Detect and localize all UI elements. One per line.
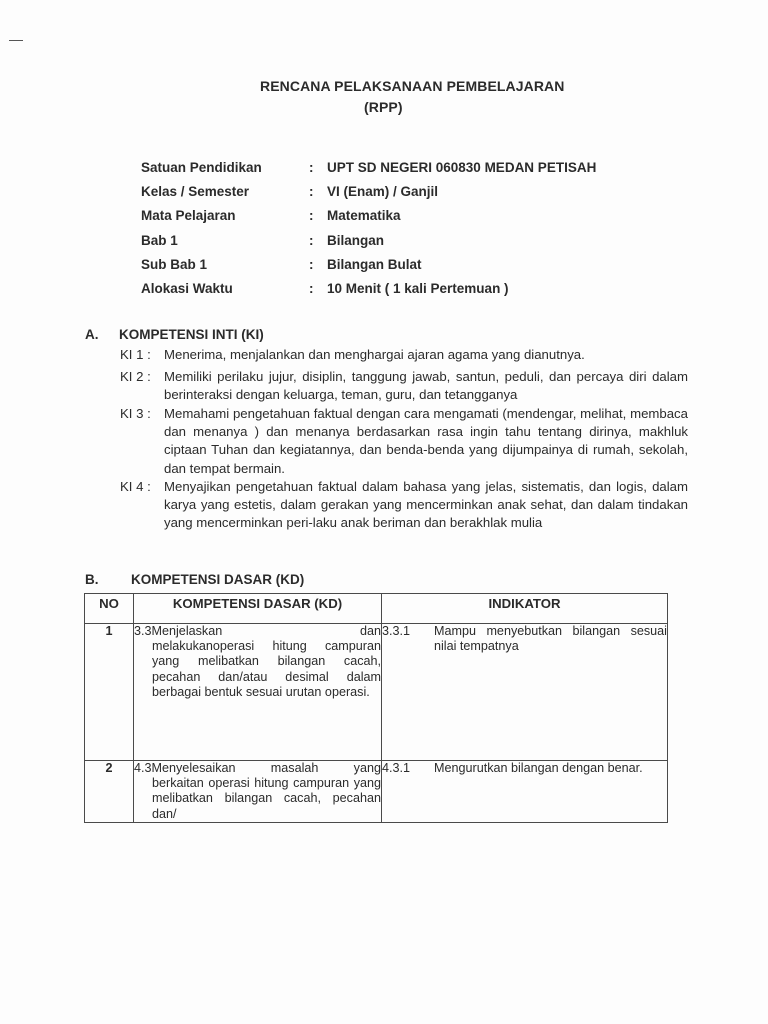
document-subtitle: (RPP) — [364, 99, 403, 115]
kd-first-text: Menjelaskan dan — [151, 624, 381, 638]
kd-number: 4.3 — [134, 761, 152, 775]
info-colon: : — [309, 184, 314, 200]
ki-text: Memiliki perilaku jujur, disiplin, tanggung jawab, santun, peduli, dan percaya diri dalam berinteraksi dengan keluarga, teman, guru, dan tetangganya — [164, 369, 688, 403]
table-row — [85, 624, 668, 761]
ki-item — [120, 405, 688, 478]
header-indikator: INDIKATOR — [382, 594, 668, 624]
indikator-number: 3.3.1 — [382, 624, 411, 638]
ki-item — [120, 368, 688, 404]
ki-label: KI 4 : — [120, 479, 151, 494]
kd-first-line — [134, 761, 381, 776]
ki-text: Menerima, menjalankan dan menghargai ajaran agama yang dianutnya. — [164, 347, 585, 362]
section-b-title: KOMPETENSI DASAR (KD) — [131, 572, 305, 587]
scan-artifact-mark — [9, 40, 23, 41]
ki-label: KI 2 : — [120, 369, 151, 384]
indikator-number: 4.3.1 — [382, 761, 411, 775]
info-value: 10 Menit ( 1 kali Pertemuan ) — [327, 280, 509, 296]
info-label: Alokasi Waktu — [141, 280, 233, 296]
info-label: Bab 1 — [141, 232, 178, 248]
kd-rest-text: melakukanoperasi hitung campuran yang melibatkan bilangan cacah, pecahan dan/atau desimal dalam berbagai bentuk sesuai urutan operasi. — [152, 639, 381, 699]
info-value: UPT SD NEGERI 060830 MEDAN PETISAH — [327, 160, 597, 175]
indikator-cell — [382, 624, 668, 761]
info-label: Mata Pelajaran — [141, 208, 236, 224]
info-colon: : — [309, 280, 314, 296]
info-value: Bilangan Bulat — [327, 256, 422, 272]
table-row — [85, 761, 668, 823]
document-title: RENCANA PELAKSANAAN PEMBELAJARAN — [260, 78, 565, 94]
section-a-letter: A. — [85, 327, 99, 342]
info-colon: : — [309, 256, 314, 272]
info-label: Sub Bab 1 — [141, 256, 208, 272]
kd-cell — [134, 624, 382, 761]
kd-table-header-row — [85, 594, 668, 624]
kd-first-text: Menyelesaikan masalah yang — [151, 761, 381, 775]
indikator-text: Mengurutkan bilangan dengan benar. — [434, 761, 643, 775]
info-label: Kelas / Semester — [141, 184, 250, 200]
section-b-letter: B. — [85, 572, 99, 587]
info-value: Matematika — [327, 208, 401, 224]
ki-text: Memahami pengetahuan faktual dengan cara mengamati (mendengar, melihat, membaca dan menanya ) dan menanya berdasarkan rasa ingin tahu tentang dirinya, makhluk ciptaan Tuhan dan kegiatannya, dan benda-benda yang dijumpainya di rumah, sekolah, dan tempat bermain. — [164, 406, 688, 476]
ki-label: KI 3 : — [120, 406, 151, 421]
header-kd: KOMPETENSI DASAR (KD) — [134, 594, 382, 624]
info-colon: : — [309, 160, 314, 175]
kd-cell — [134, 761, 382, 823]
info-label: Satuan Pendidikan — [141, 160, 262, 175]
ki-text: Menyajikan pengetahuan faktual dalam bahasa yang jelas, sistematis, dan logis, dalam karya yang estetis, dalam gerakan yang mencerminkan anak sehat, dan dalam tindakan yang mencerminkan peri-laku anak beriman dan berakhlak mulia — [164, 479, 688, 531]
indikator-cell — [382, 761, 668, 823]
header-no: NO — [85, 594, 134, 624]
section-a-title: KOMPETENSI INTI (KI) — [119, 327, 264, 342]
row-no: 1 — [85, 624, 134, 761]
kd-first-line — [134, 624, 381, 639]
info-colon: : — [309, 232, 314, 248]
kd-table — [84, 593, 668, 823]
indikator-text: Mampu menyebutkan bilangan sesuai nilai tempatnya — [434, 624, 667, 654]
row-no: 2 — [85, 761, 134, 823]
ki-item — [120, 478, 688, 533]
info-value: VI (Enam) / Ganjil — [327, 184, 439, 200]
kd-number: 3.3 — [134, 624, 152, 638]
kd-rest-text: berkaitan operasi hitung campuran yang melibatkan bilangan cacah, pecahan dan/ — [152, 776, 381, 821]
ki-label: KI 1 : — [120, 347, 151, 362]
info-value: Bilangan — [327, 232, 385, 248]
info-colon: : — [309, 208, 314, 224]
ki-item — [120, 346, 688, 364]
